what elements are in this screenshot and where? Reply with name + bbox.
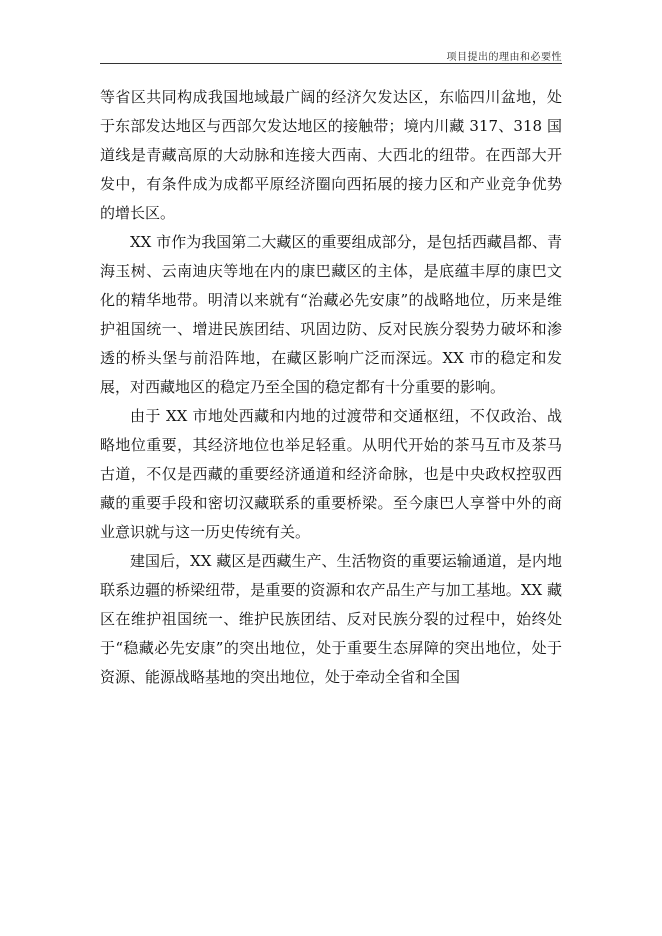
header-divider [100, 63, 562, 64]
page-header-title: 项目提出的理由和必要性 [446, 52, 562, 63]
paragraph-2: XX 市作为我国第二大藏区的重要组成部分，是包括西藏昌都、青海玉树、云南迪庆等地在内的康巴藏区的主体，是底蕴丰厚的康巴文化的精华地带。明清以来就有“治藏必先安康”的战略地位，历来是维护祖国统一、增进民族团结、巩固边防、反对民族分裂势力破坏和渗透的桥头堡与前沿阵地，在藏区影响广泛而深远。XX 市的稳定和发展，对西藏地区的稳定乃至全国的稳定都有十分重要的影响。 [100, 233, 562, 396]
paragraph-3: 由于 XX 市地处西藏和内地的过渡带和交通枢纽，不仅政治、战略地位重要，其经济地位也举足轻重。从明代开始的茶马互市及茶马古道，不仅是西藏的重要经济通道和经济命脉，也是中央政权控驭西藏的重要手段和密切汉藏联系的重要桥梁。至今康巴人享誉中外的商业意识就与这一历史传统有关。 [100, 407, 562, 541]
document-body [100, 83, 562, 692]
paragraph-1: 等省区共同构成我国地域最广阔的经济欠发达区，东临四川盆地，处于东部发达地区与西部欠发达地区的接触带；境内川藏 317、318 国道线是青藏高原的大动脉和连接大西南、大西北的纽带。在西部大开发中，有条件成为成都平原经济圈向西拓展的接力区和产业竞争优势的增长区。 [100, 88, 562, 222]
paragraph-4: 建国后，XX 藏区是西藏生产、生活物资的重要运输通道，是内地联系边疆的桥梁纽带，是重要的资源和农产品生产与加工基地。XX 藏区在维护祖国统一、维护民族团结、反对民族分裂的过程中，始终处于“稳藏必先安康”的突出地位，处于重要生态屏障的突出地位，处于资源、能源战略基地的突出地位，处于牵动全省和全国 [100, 552, 562, 686]
